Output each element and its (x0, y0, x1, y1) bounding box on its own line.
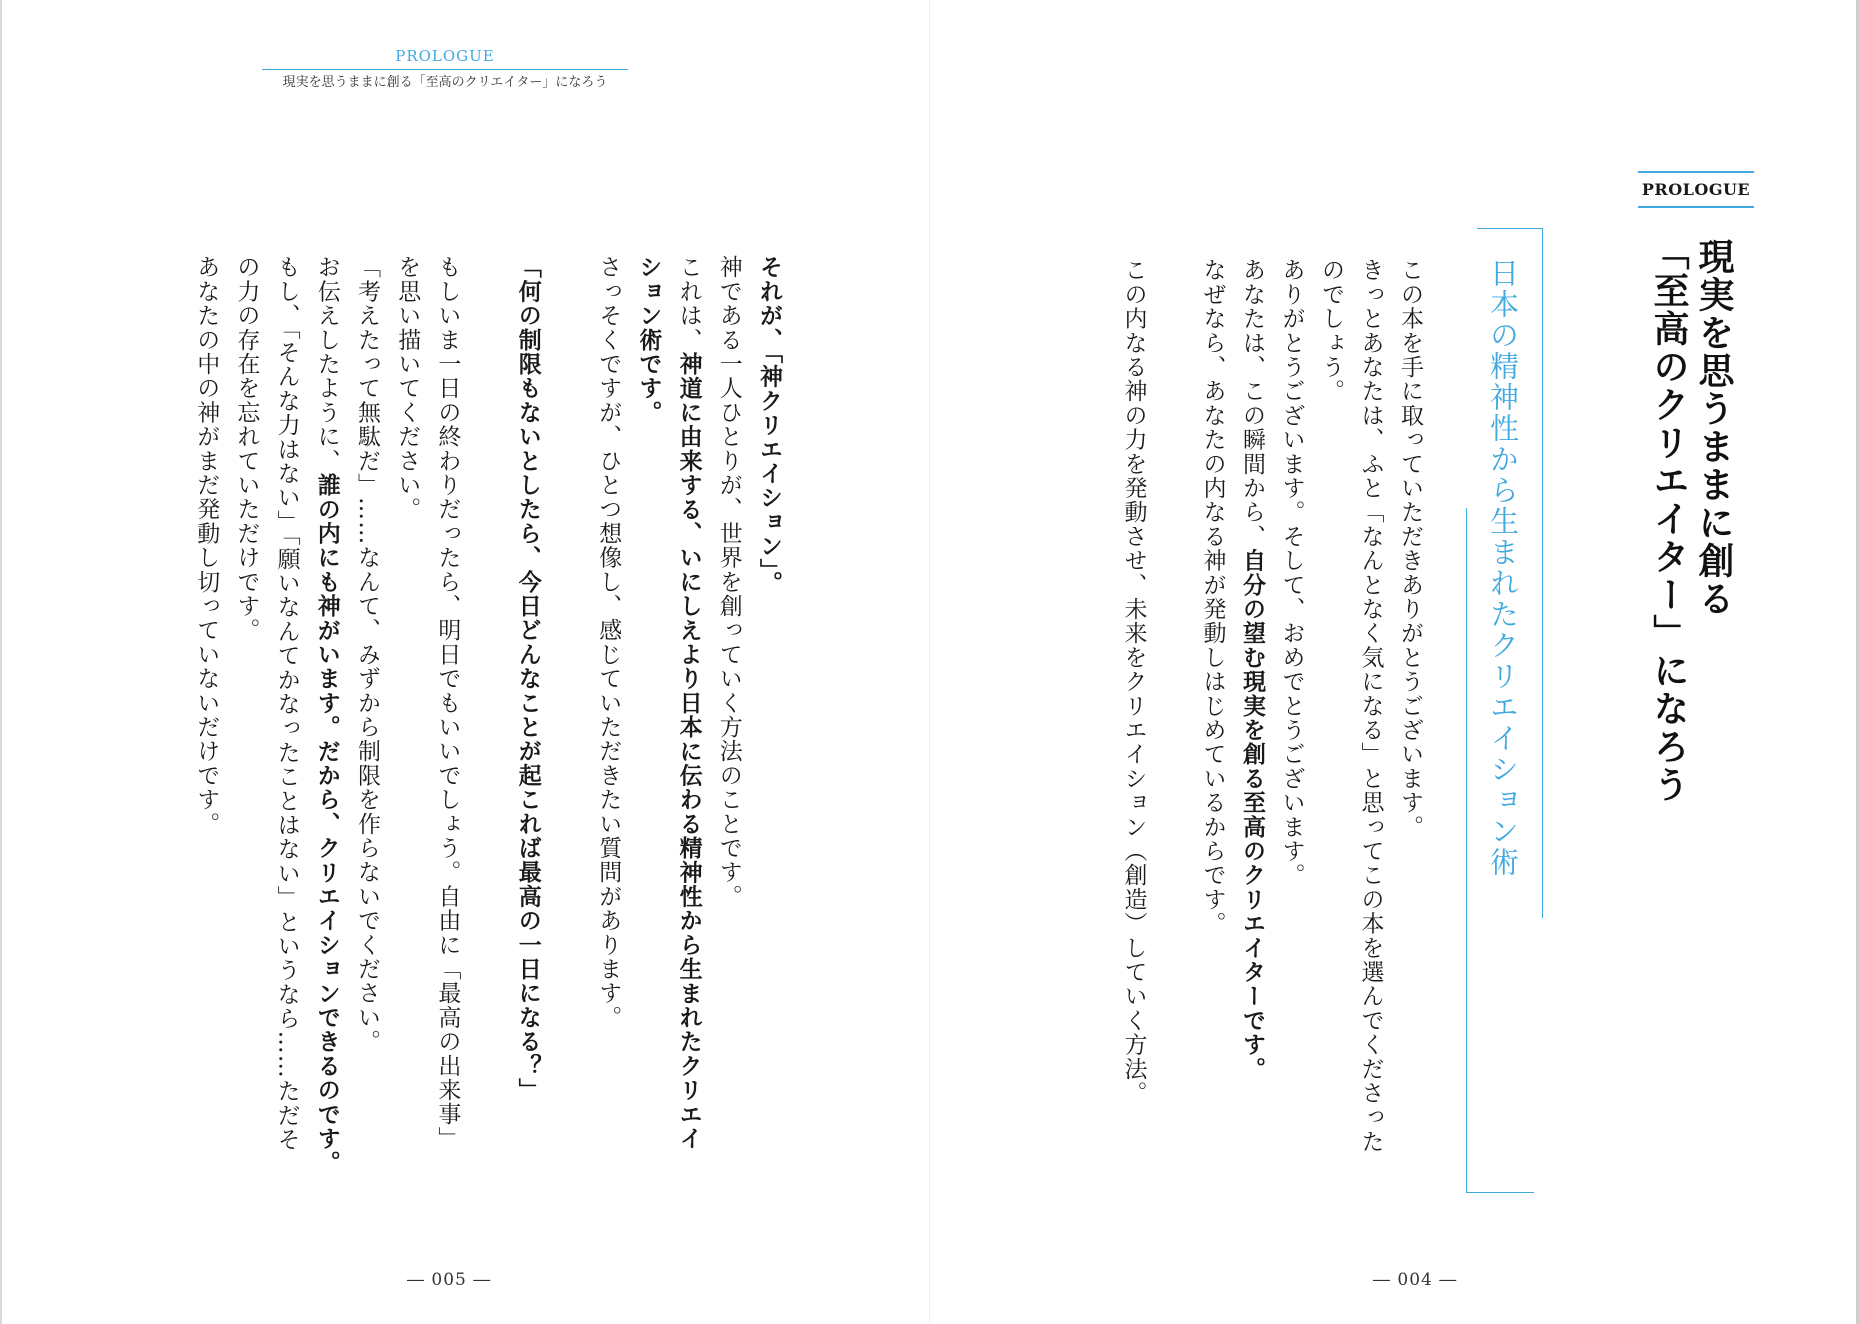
text-run: この本を手に取っていただきありがとうございます。 (1397, 258, 1423, 839)
running-header-rule (262, 69, 628, 70)
text-run: もし、「そんな力はない」「願いなんてかなったことはない」というなら……ただそ (273, 255, 300, 1152)
text-column (594, 255, 622, 1029)
bold-text-run: 「何の制限もないとしたら、今日どんなことが起これば最高の一日になる？」 (514, 255, 541, 1102)
running-header (262, 46, 628, 92)
subtitle-frame-top (1477, 228, 1543, 229)
text-run: あなたの中の神がまだ発動し切っていないだけです。 (193, 255, 220, 836)
text-column (353, 255, 381, 1054)
section-subtitle: 日本の精神性から生まれたクリエイション術 (1486, 258, 1520, 878)
page-number-right: ― 004 ― (1373, 1270, 1458, 1290)
bold-text-run: 誰の内にも神がいます。だから、クリエイションできるのです。 (313, 472, 340, 1175)
bold-text-run: 神道に由来する、いにしえより日本に伝わる精神性から生まれたクリエイ (675, 351, 702, 1151)
text-column (1238, 258, 1266, 1081)
page-number-left: ― 005 ― (407, 1270, 492, 1290)
text-column (675, 255, 703, 1150)
subtitle-frame-bottom (1466, 1192, 1534, 1193)
text-run: さっそくですが、ひとつ想像し、感じていただきたい質問があります。 (595, 255, 622, 1030)
text-column (634, 255, 662, 424)
text-run: を思い描いてください。 (394, 255, 421, 522)
text-column (1317, 258, 1345, 403)
text-run: この内なる神の力を発動させ、未来をクリエイション（創造）していく方法。 (1120, 258, 1147, 1105)
bold-text-run: ション術です。 (635, 255, 662, 425)
text-column (1357, 258, 1385, 1153)
text-run: ありがとうございます。そして、おめでとうございます。 (1278, 258, 1305, 888)
text-column (1199, 258, 1227, 936)
text-column (393, 255, 421, 521)
page-edge-left (0, 0, 2, 1324)
text-run: きっとあなたは、ふと「なんとなく気になる」と思ってこの本を選んでくださった (1357, 258, 1384, 1154)
chapter-title-line-1: 現実を思うままに創る (1693, 238, 1734, 618)
text-run: のでしょう。 (1318, 258, 1344, 404)
text-run: 神である一人ひとりが、世界を創っていく方法のことです。 (715, 255, 742, 909)
bold-text-run: それが、「神クリエイション」。 (756, 255, 782, 595)
bold-text-run: 自分の望む現実を創る至高のクリエイターです。 (1239, 548, 1265, 1081)
text-column (1278, 258, 1306, 887)
text-column (313, 255, 341, 1175)
text-run: の力の存在を忘れていただけです。 (233, 255, 260, 643)
text-column (1396, 258, 1424, 839)
chapter-title-line-2: 「至高のクリエイター」になろう (1648, 234, 1689, 804)
text-column (715, 255, 743, 908)
text-column (192, 255, 220, 836)
running-header-subtitle: 現実を思うままに創る「至高のクリエイター」になろう (282, 75, 608, 90)
text-column (514, 255, 542, 1102)
gutter (929, 0, 930, 1324)
running-header-label: PROLOGUE (395, 47, 495, 65)
text-column (755, 255, 783, 595)
subtitle-frame-left (1466, 508, 1467, 1193)
text-run: なぜなら、あなたの内なる神が発動しはじめているからです。 (1199, 258, 1226, 936)
text-column (433, 255, 461, 1150)
prologue-tag: PROLOGUE (1638, 171, 1754, 208)
text-column (1120, 258, 1148, 1105)
text-run: お伝えしたように、 (313, 255, 340, 473)
text-run: 「考えたって無駄だ」……なんて、みずから制限を作らないでください。 (354, 255, 380, 1054)
text-run: これは、 (675, 255, 702, 352)
subtitle-frame-right (1542, 228, 1543, 918)
text-column (232, 255, 260, 642)
text-run: もしいま一日の終わりだったら、明日でもいいでしょう。自由に「最高の出来事」 (434, 255, 461, 1151)
text-column (273, 255, 301, 1152)
text-run: あなたは、この瞬間から、 (1239, 258, 1265, 549)
